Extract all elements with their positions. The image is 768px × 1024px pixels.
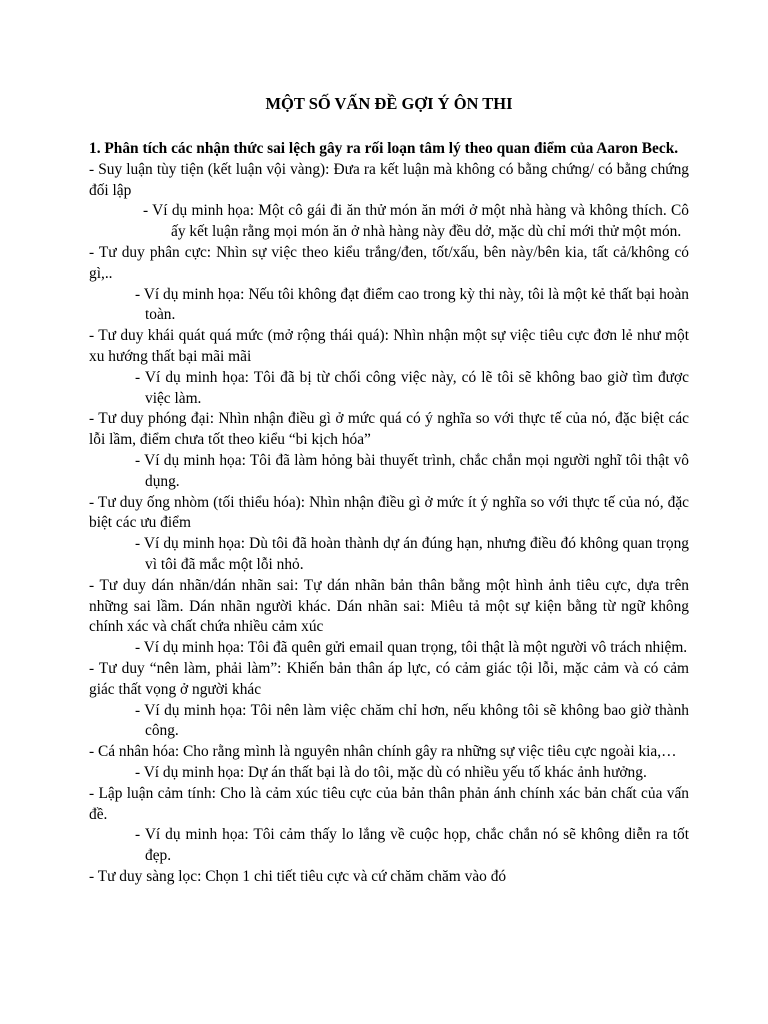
distortion-item: - Tư duy sàng lọc: Chọn 1 chi tiết tiêu cực và cứ chăm chăm vào đó — [89, 867, 507, 885]
distortion-example: - Ví dụ minh họa: Tôi nên làm việc chăm chỉ hơn, nếu không tôi sẽ không bao giờ thành công. — [135, 701, 689, 740]
distortion-item: - Lập luận cảm tính: Cho là cảm xúc tiêu cực của bản thân phản ánh chính xác bản chất của vấn đề. — [89, 784, 689, 823]
distortion-item: - Cá nhân hóa: Cho rằng mình là nguyên nhân chính gây ra những sự việc tiêu cực ngoài kia,… — [89, 743, 677, 761]
distortion-example: - Ví dụ minh họa: Dự án thất bại là do tôi, mặc dù có nhiều yếu tố khác ảnh hưởng. — [135, 763, 647, 781]
distortion-example: - Ví dụ minh họa: Tôi đã quên gửi email quan trọng, tôi thật là một người vô trách nhiệm. — [135, 639, 688, 657]
distortion-example: - Ví dụ minh họa: Dù tôi đã hoàn thành dự án đúng hạn, nhưng điều đó không quan trọng vì tôi đã mắc một lỗi nhỏ. — [135, 535, 689, 573]
distortion-example: - Ví dụ minh họa: Tôi cảm thấy lo lắng về cuộc họp, chắc chắn nó sẽ không diễn ra tốt đẹp. — [135, 826, 689, 865]
distortion-item: - Tư duy dán nhãn/dán nhãn sai: Tự dán nhãn bản thân bằng một hình ảnh tiêu cực, dựa trên những sai lầm. Dán nhãn người khác. Dán nhãn sai: Miêu tả một sự kiện bằng từ ngữ không chính xác và chất chứa nhiều cảm xúc — [89, 576, 689, 636]
distortion-example: - Ví dụ minh họa: Tôi đã làm hỏng bài thuyết trình, chắc chắn mọi người nghĩ tôi thật vô dụng. — [135, 451, 689, 490]
section-heading: 1. Phân tích các nhận thức sai lệch gây ra rối loạn tâm lý theo quan điểm của Aaron Beck. — [89, 140, 679, 157]
distortion-example: - Ví dụ minh họa: Tôi đã bị từ chối công việc này, có lẽ tôi sẽ không bao giờ tìm được việc làm. — [135, 368, 689, 407]
distortion-item: - Tư duy khái quát quá mức (mở rộng thái quá): Nhìn nhận một sự việc tiêu cực đơn lẻ như một xu hướng thất bại mãi mãi — [89, 327, 689, 365]
distortion-item: - Suy luận tùy tiện (kết luận vội vàng): Đưa ra kết luận mà không có bằng chứng/ có bằng chứng đối lập — [89, 160, 689, 199]
distortion-item: - Tư duy ống nhòm (tối thiểu hóa): Nhìn nhận điều gì ở mức ít ý nghĩa so với thực tế của nó, đặc biệt các ưu điểm — [89, 493, 689, 532]
distortion-item: - Tư duy phóng đại: Nhìn nhận điều gì ở mức quá có ý nghĩa so với thực tế của nó, đặc biệt các lỗi lầm, điểm chưa tốt theo kiểu “bi kịch hóa” — [89, 410, 689, 449]
document-page — [89, 93, 689, 888]
distortion-example: - Ví dụ minh họa: Một cô gái đi ăn thử món ăn mới ở một nhà hàng và không thích. Cô ấy kết luận rằng mọi món ăn ở nhà hàng này đều dở, mặc dù chỉ mới thử một món. — [143, 202, 689, 241]
distortion-example: - Ví dụ minh họa: Nếu tôi không đạt điểm cao trong kỳ thi này, tôi là một kẻ thất bại hoàn toàn. — [135, 285, 689, 324]
document-title: MỘT SỐ VẤN ĐỀ GỢI Ý ÔN THI — [265, 94, 513, 113]
distortion-item: - Tư duy phân cực: Nhìn sự việc theo kiểu trắng/đen, tốt/xấu, bên này/bên kia, tất cả/không có gì,.. — [89, 243, 689, 282]
distortion-item: - Tư duy “nên làm, phải làm”: Khiến bản thân áp lực, có cảm giác tội lỗi, mặc cảm và có cảm giác thất vọng ở người khác — [89, 659, 689, 698]
